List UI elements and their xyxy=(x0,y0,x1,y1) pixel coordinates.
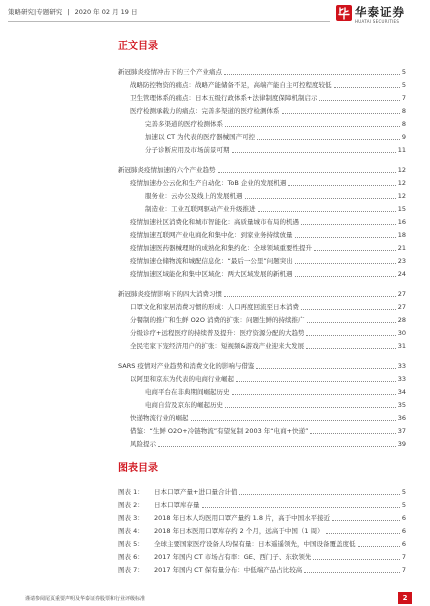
toc-section xyxy=(118,66,406,157)
figure-entry-title: 2017 年国内 CT 保有量分布：中低端产品占比较高 xyxy=(154,566,303,574)
toc-entry[interactable] xyxy=(118,105,406,118)
toc-entry-title: 全民宅家下宠经济用户的扩张：短视频&游戏产业迎来大发展 xyxy=(130,342,305,350)
footer-disclaimer: 谨请参阅尾页重要声明及华泰证券股票和行业评级标准 xyxy=(25,596,146,602)
dot-leader xyxy=(306,348,396,349)
toc-entry-title: 电商平台在非典期间崛起历史 xyxy=(145,388,230,396)
toc-entry-title: SARS 疫情对产业趋势和消费文化的影响与借鉴 xyxy=(118,362,255,370)
figure-entry-title: 全球主要国家医疗设备人均保有量：日本遥遥领先，中国设备覆盖度低 xyxy=(154,540,356,548)
toc-entry-page: 30 xyxy=(397,329,406,337)
dot-leader xyxy=(258,211,396,212)
toc-entry[interactable] xyxy=(118,190,406,203)
toc-entry-page: 31 xyxy=(397,342,406,350)
figure-entry[interactable] xyxy=(118,525,406,538)
toc-title: 正文目录 xyxy=(118,41,158,52)
figure-entry-label: 图表 3： xyxy=(118,514,144,522)
figure-entry[interactable] xyxy=(118,538,406,551)
dot-leader xyxy=(224,74,400,75)
dot-leader xyxy=(295,276,396,277)
toc-entry-title: 疫情加速办公云化和生产自动化：ToB 企业的发展机遇 xyxy=(130,179,287,187)
dot-leader xyxy=(225,407,396,408)
toc-entry[interactable] xyxy=(118,79,406,92)
logo-name-cn: 华泰证券 xyxy=(355,5,405,19)
toc-section xyxy=(118,360,406,451)
toc-entry-page: 23 xyxy=(397,257,406,265)
figure-entry[interactable] xyxy=(118,486,406,499)
toc-entry-page: 33 xyxy=(397,375,406,383)
toc-entry[interactable] xyxy=(118,301,406,314)
toc-entry-title: 疫情加速区域能化和集中区域化：两大区域发展的新机遇 xyxy=(130,270,293,278)
toc-entry-page: 12 xyxy=(397,179,406,187)
toc-entry[interactable] xyxy=(118,144,406,157)
dot-leader xyxy=(295,237,396,238)
dot-leader xyxy=(334,87,400,88)
toc-entry-title: 口罩文化和家居消费习惯的形成：人口再度回流至日本消费 xyxy=(130,303,299,311)
figure-entry-label: 图表 1： xyxy=(118,488,144,496)
toc-entry[interactable] xyxy=(118,92,406,105)
toc-entry-title: 疫情加速社区消费化和城市智能化：高质量城市布局的机遇 xyxy=(130,218,299,226)
dot-leader xyxy=(224,296,396,297)
toc-entry-page: 33 xyxy=(397,362,406,370)
toc-entry-title: 分餐制的推广和生鲜 O2O 消费的扩张：问题生鲜的持续推广 xyxy=(130,316,305,324)
dot-leader xyxy=(332,520,400,521)
toc-entry-page: 12 xyxy=(397,192,406,200)
toc-entry-page: 11 xyxy=(397,146,406,154)
toc-entry-title: 新冠肺炎疫情影响下的四大消费习惯 xyxy=(118,290,222,298)
report-date: 2020 年 02 月 19 日 xyxy=(74,8,138,16)
toc-entry[interactable] xyxy=(118,216,406,229)
dot-leader xyxy=(158,446,396,447)
dot-leader xyxy=(232,152,396,153)
toc-entry-page: 18 xyxy=(397,231,406,239)
toc-entry[interactable] xyxy=(118,412,406,425)
dot-leader xyxy=(225,126,400,127)
toc-list xyxy=(118,66,406,451)
toc-entry-page: 39 xyxy=(397,440,406,448)
toc-entry[interactable] xyxy=(118,131,406,144)
toc-entry-page: 24 xyxy=(397,270,406,278)
figure-entry-title: 日本口罩产量+进口量合计值 xyxy=(154,488,238,496)
toc-entry-page: 21 xyxy=(397,244,406,252)
page-number: 2 xyxy=(398,592,412,604)
toc-entry[interactable] xyxy=(118,242,406,255)
toc-entry-title: 新冠肺炎疫情加速的六个产业趋势 xyxy=(118,166,216,174)
toc-entry-title: 卫生管理体系的痛点：日本五级行政体系+法律制度保障机制启示 xyxy=(130,94,318,102)
toc-entry-title: 分子诊断应用及市场前景可期 xyxy=(145,146,230,154)
figure-entry-page: 7 xyxy=(401,553,406,561)
toc-entry[interactable] xyxy=(118,229,406,242)
toc-entry[interactable] xyxy=(118,177,406,190)
dot-leader xyxy=(236,381,396,382)
toc-entry[interactable] xyxy=(118,66,406,79)
toc-entry-title: 加速以 CT 为代表的医疗器械国产可控 xyxy=(145,133,256,141)
dot-leader xyxy=(301,309,396,310)
toc-entry-title: 快递物流行业的崛起 xyxy=(130,414,189,422)
toc-entry-page: 37 xyxy=(397,427,406,435)
toc-entry-title: 疫情加速互联网产业电商化和集中化：到家业务持续放量 xyxy=(130,231,293,239)
toc-entry-page: 36 xyxy=(397,414,406,422)
toc-entry-title: 借鉴：“生鲜 O2O+冷链物流”有望复制 2003 年“电商+快递” xyxy=(130,427,309,435)
toc-section xyxy=(118,164,406,281)
dot-leader xyxy=(239,494,399,495)
toc-entry-title: 电商自营及京东的崛起历史 xyxy=(145,401,223,409)
figure-entry-page: 6 xyxy=(401,514,406,522)
dot-leader xyxy=(257,139,400,140)
toc-entry[interactable] xyxy=(118,327,406,340)
toc-entry-page: 12 xyxy=(397,166,406,174)
toc-entry-page: 34 xyxy=(397,388,406,396)
figure-entry[interactable] xyxy=(118,551,406,564)
dot-leader xyxy=(245,198,396,199)
toc-entry-page: 27 xyxy=(397,303,406,311)
dot-leader xyxy=(304,572,400,573)
toc-entry-page: 27 xyxy=(397,290,406,298)
dot-leader xyxy=(202,507,400,508)
report-category: 策略研究|专题研究 xyxy=(8,8,63,16)
figure-entry-page: 5 xyxy=(401,488,406,496)
toc-entry[interactable] xyxy=(118,164,406,177)
dot-leader xyxy=(301,224,396,225)
toc-entry-title: 疫情加速医药器械理财的成熟化和集约化：全球领域重要性提升 xyxy=(130,244,312,252)
toc-entry-title: 服务业：云办公及线上的发展机遇 xyxy=(145,192,243,200)
figure-entry[interactable] xyxy=(118,499,406,512)
figure-entry[interactable] xyxy=(118,564,406,577)
figure-entry-label: 图表 2： xyxy=(118,501,144,509)
toc-entry-page: 28 xyxy=(397,316,406,324)
figure-entry-page: 5 xyxy=(401,501,406,509)
logo-name-en: HUATAI SECURITIES xyxy=(355,19,400,24)
toc-entry[interactable] xyxy=(118,268,406,281)
dot-leader xyxy=(232,394,396,395)
header-divider xyxy=(8,21,330,22)
toc-entry-page: 5 xyxy=(401,68,406,76)
toc-entry[interactable] xyxy=(118,203,406,216)
toc-entry[interactable] xyxy=(118,438,406,451)
dot-leader xyxy=(218,172,396,173)
toc-entry[interactable] xyxy=(118,386,406,399)
toc-entry-page: 8 xyxy=(401,120,406,128)
figure-entry-title: 日本口罩库存量 xyxy=(154,501,200,509)
dot-leader xyxy=(191,420,396,421)
toc-entry-title: 制造业：工业互联网驱动产业升级推进 xyxy=(145,205,256,213)
toc-entry-title: 疫情加速仓储物流和城配信息化：“最后一公里”问题突出 xyxy=(130,257,293,265)
dot-leader xyxy=(306,335,395,336)
toc-entry[interactable] xyxy=(118,373,406,386)
toc-section xyxy=(118,288,406,353)
dot-leader xyxy=(288,185,395,186)
huatai-logo-icon xyxy=(336,5,352,21)
figure-entry-title: 2018 年日本人均医用口罩产量约 1.8 片，高于中国水平接近 xyxy=(154,514,331,522)
toc-entry[interactable] xyxy=(118,118,406,131)
toc-entry[interactable] xyxy=(118,314,406,327)
toc-entry-title: 分级诊疗+远程医疗的持续普及提升：医疗资源分配的大趋势 xyxy=(130,329,305,337)
figure-entry-label: 图表 5： xyxy=(118,540,144,548)
figure-entry-page: 6 xyxy=(401,540,406,548)
toc-entry-page: 7 xyxy=(401,94,406,102)
toc-entry-title: 风险提示 xyxy=(130,440,156,448)
toc-entry[interactable] xyxy=(118,340,406,353)
toc-entry-title: 以阿里和京东为代表的电商行业崛起 xyxy=(130,375,234,383)
figure-entry-label: 图表 4： xyxy=(118,527,144,535)
toc-entry[interactable] xyxy=(118,425,406,438)
toc-entry-page: 9 xyxy=(401,133,406,141)
toc-entry-page: 5 xyxy=(401,81,406,89)
toc-entry-title: 新冠肺炎疫情冲击下的三个产业痛点 xyxy=(118,68,222,76)
dot-leader xyxy=(256,368,395,369)
figure-entry-label: 图表 7： xyxy=(118,566,144,574)
toc-entry-page: 8 xyxy=(401,107,406,115)
figure-entry-title: 2018 年日本医用口罩库存约 2 个月，远高于中国（1 周） xyxy=(154,527,324,535)
dot-leader xyxy=(319,100,399,101)
toc-entry[interactable] xyxy=(118,255,406,268)
toc-entry-page: 16 xyxy=(397,218,406,226)
figure-entry-title: 2017 年国内 CT 市场占有率：GE、西门子、东软领先 xyxy=(154,553,312,561)
toc-entry[interactable] xyxy=(118,399,406,412)
figure-entry-page: 6 xyxy=(401,527,406,535)
dot-leader xyxy=(358,546,400,547)
dot-leader xyxy=(307,322,396,323)
toc-entry-title: 完善多渠道的医疗检测体系 xyxy=(145,120,223,128)
dot-leader xyxy=(326,533,400,534)
figure-entry-label: 图表 6： xyxy=(118,553,144,561)
dot-leader xyxy=(314,250,396,251)
dot-leader xyxy=(295,263,396,264)
toc-entry-title: 战略防控物资的痛点：战略产能储备不足，高端产能自主可控程度较低 xyxy=(130,81,332,89)
huatai-logo xyxy=(336,5,424,29)
dot-leader xyxy=(310,433,395,434)
figures-toc-list xyxy=(118,486,406,577)
dot-leader xyxy=(282,113,400,114)
toc-entry-page: 15 xyxy=(397,205,406,213)
figures-toc-title: 图表目录 xyxy=(118,463,158,474)
figure-entry-page: 7 xyxy=(401,566,406,574)
toc-entry[interactable] xyxy=(118,288,406,301)
dot-leader xyxy=(313,559,399,560)
report-header-line xyxy=(8,7,140,17)
toc-entry-page: 35 xyxy=(397,401,406,409)
toc-entry-title: 医疗检测承载力的痛点：完善多渠道的医疗检测体系 xyxy=(130,107,280,115)
header-separator: | xyxy=(67,8,70,16)
figure-entry[interactable] xyxy=(118,512,406,525)
toc-entry[interactable] xyxy=(118,360,406,373)
